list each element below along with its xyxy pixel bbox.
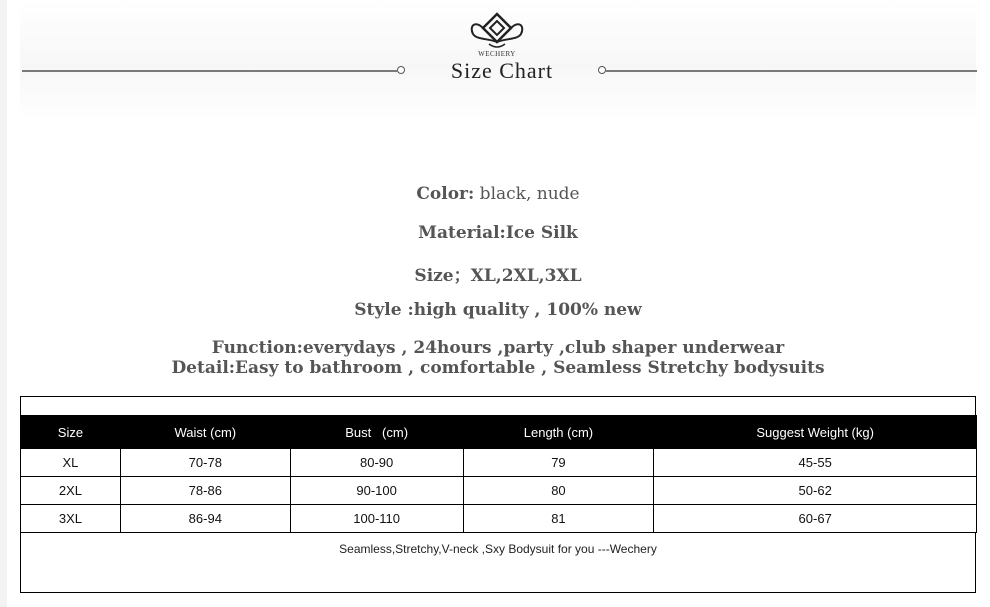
cell-length: 81	[463, 505, 654, 533]
spec-material-text: Material:Ice Silk	[418, 223, 578, 243]
size-table	[20, 415, 977, 533]
spec-color-value: black, nude	[474, 184, 580, 204]
spec-color	[20, 184, 976, 204]
cell-length: 79	[463, 449, 654, 477]
header-rule-right	[606, 70, 977, 72]
brand-name: WECHERY	[478, 50, 516, 58]
cell-waist: 86-94	[120, 505, 290, 533]
table-row	[21, 505, 977, 533]
cell-length: 80	[463, 477, 654, 505]
header-waist: Waist (cm)	[120, 416, 290, 449]
spec-detail-text: Detail:Easy to bathroom , comfortable , Seamless Stretchy bodysuits	[171, 358, 825, 378]
spec-style	[20, 300, 976, 320]
table-note: Seamless,Stretchy,V-neck ,Sxy Bodysuit for you ---Wechery	[339, 542, 657, 556]
header-bust: Bust (cm)	[290, 416, 463, 449]
spec-size	[20, 261, 976, 286]
cell-weight: 45-55	[654, 449, 977, 477]
header-rule-left	[22, 70, 397, 72]
table-header-row	[21, 416, 977, 449]
cell-bust: 80-90	[290, 449, 463, 477]
spec-size-text: Size；XL,2XL,3XL	[414, 266, 582, 286]
cell-weight: 60-67	[654, 505, 977, 533]
table-row	[21, 449, 977, 477]
cell-waist: 78-86	[120, 477, 290, 505]
page-title: Size Chart	[450, 58, 554, 83]
cell-bust: 100-110	[290, 505, 463, 533]
header-weight: Suggest Weight (kg)	[654, 416, 977, 449]
spec-color-label: Color:	[416, 184, 475, 204]
cell-waist: 70-78	[120, 449, 290, 477]
cell-weight: 50-62	[654, 477, 977, 505]
table-row	[21, 477, 977, 505]
spec-function-detail	[20, 338, 976, 378]
spec-material	[20, 223, 976, 243]
header-rule-right-ring	[598, 66, 606, 74]
spec-function-text: Function:everydays , 24hours ,party ,club shaper underwear	[211, 338, 785, 358]
cell-bust: 90-100	[290, 477, 463, 505]
cell-size: XL	[21, 449, 121, 477]
header-length: Length (cm)	[463, 416, 654, 449]
spec-style-text: Style :high quality , 100% new	[354, 300, 642, 320]
left-border	[0, 0, 7, 607]
header-rule-left-ring	[397, 66, 405, 74]
cell-size: 2XL	[21, 477, 121, 505]
cell-size: 3XL	[21, 505, 121, 533]
header-size: Size	[21, 416, 121, 449]
